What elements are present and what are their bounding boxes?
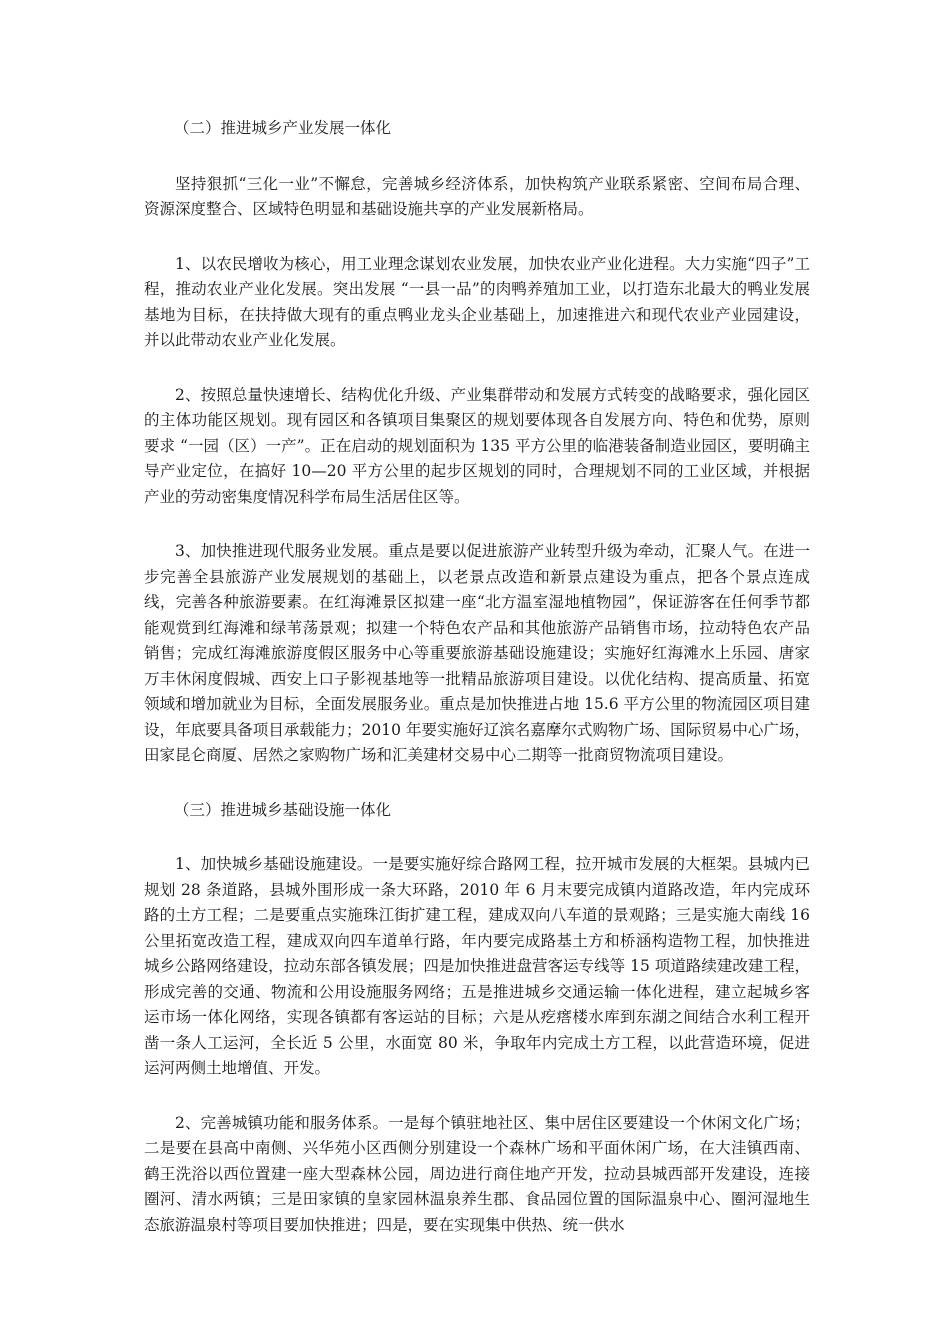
spacer xyxy=(144,510,810,539)
document-page xyxy=(144,116,810,1238)
section-2-item-2-paragraph: 2、按照总量快速增长、结构优化升级、产业集群带动和发展方式转变的战略要求，强化园区的主体功能区规划。现有园区和各镇项目集聚区的规划要体现各自发展方向、特色和优势，原则要求 “一园（区）一产”。正在启动的规划面积为 135 平方公里的临港装备制造业园区，要明确主导产业定位，在搞好 10—20 平方公里的起步区规划的同时，合理规划不同的工业区域，并根据产业的劳动密集度情况科学布局生活居住区等。 xyxy=(144,385,810,506)
section-2-heading: （二）推进城乡产业发展一体化 xyxy=(174,119,392,137)
spacer xyxy=(144,823,810,852)
spacer xyxy=(144,354,810,383)
spacer xyxy=(144,223,810,252)
section-2-item-3-paragraph: 3、加快推进现代服务业发展。重点是要以促进旅游产业转型升级为牵动，汇聚人气。在进一步完善全县旅游产业发展规划的基础上，以老景点改造和新景点建设为重点，把各个景点连成线，完善各种旅游要素。在红海滩景区拟建一座“北方温室湿地植物园”，保证游客在任何季节都能观赏到红海滩和绿苇荡景观；拟建一个特色农产品和其他旅游产品销售市场，拉动特色农产品销售；完成红海滩旅游度假区服务中心等重要旅游基础设施建设；实施好红海滩水上乐园、唐家万丰休闲度假城、西安上口子影视基地等一批精品旅游项目建设。以优化结构、提高质量、拓宽领域和增加就业为目标，全面发展服务业。重点是加快推进占地 15.6 平方公里的物流园区项目建设，年底要具备项目承载能力；2010 年要实施好辽滨名嘉摩尔式购物广场、国际贸易中心广场，田家昆仑商厦、居然之家购物广场和汇美建材交易中心二期等一批商贸物流项目建设。 xyxy=(144,542,810,764)
section-2-item-1-paragraph: 1、以农民增收为核心，用工业理念谋划农业发展，加快农业产业化进程。大力实施“四子”工程，推动农业产业化发展。突出发展 “一县一品”的肉鸭养殖加工业，以打造东北最大的鸭业发展基地为目标，在扶持做大现有的重点鸭业龙头企业基础上，加速推进六和现代农业产业园建设，并以此带动农业产业化发展。 xyxy=(144,254,810,349)
spacer xyxy=(144,769,810,798)
section-2-intro-paragraph: 坚持狠抓“三化一业”不懈怠，完善城乡经济体系，加快构筑产业联系紧密、空间布局合理、资源深度整合、区域特色明显和基础设施共享的产业发展新格局。 xyxy=(144,174,810,218)
section-3-heading: （三）推进城乡基础设施一体化 xyxy=(174,800,392,819)
section-3-item-1-paragraph: 1、加快城乡基础设施建设。一是要实施好综合路网工程，拉开城市发展的大框架。县城内已规划 28 条道路，县城外围形成一条大环路，2010 年 6 月末要完成镇内道路改造，年内完成环路的土方工程；二是要重点实施珠江街扩建工程，建成双向八车道的景观路；三是实施大南线 16 公里拓宽改造工程，建成双向四车道单行路，年内要完成路基土方和桥涵构造物工程，加快推进城乡公路网络建设，拉动东部各镇发展；四是加快推进盘营客运专线等 15 项道路续建改建工程，形成完善的交通、物流和公用设施服务网络；五是推进城乡交通运输一体化进程，建立起城乡客运市场一体化网络，实现各镇都有客运站的目标；六是从疙瘩楼水库到东湖之间结合水利工程开凿一条人工运河，全长近 5 公里，水面宽 80 米，争取年内完成土方工程，以此营造环境，促进运河两侧土地增值、开发。 xyxy=(144,855,810,1077)
spacer xyxy=(144,142,810,172)
section-3-item-2-paragraph: 2、完善城镇功能和服务体系。一是每个镇驻地社区、集中居住区要建设一个休闲文化广场；二是要在县高中南侧、兴华苑小区西侧分别建设一个森林广场和平面休闲广场，在大洼镇西南、鹤王洗浴以西位置建一座大型森林公园，周边进行商住地产开发，拉动县城西部开发建设，连接圈河、清水两镇；三是田家镇的皇家园林温泉养生郡、食品园位置的国际温泉中心、圈河湿地生态旅游温泉村等项目要加快推进；四是，要在实现集中供热、统一供水 xyxy=(144,1113,810,1234)
spacer xyxy=(144,1082,810,1111)
